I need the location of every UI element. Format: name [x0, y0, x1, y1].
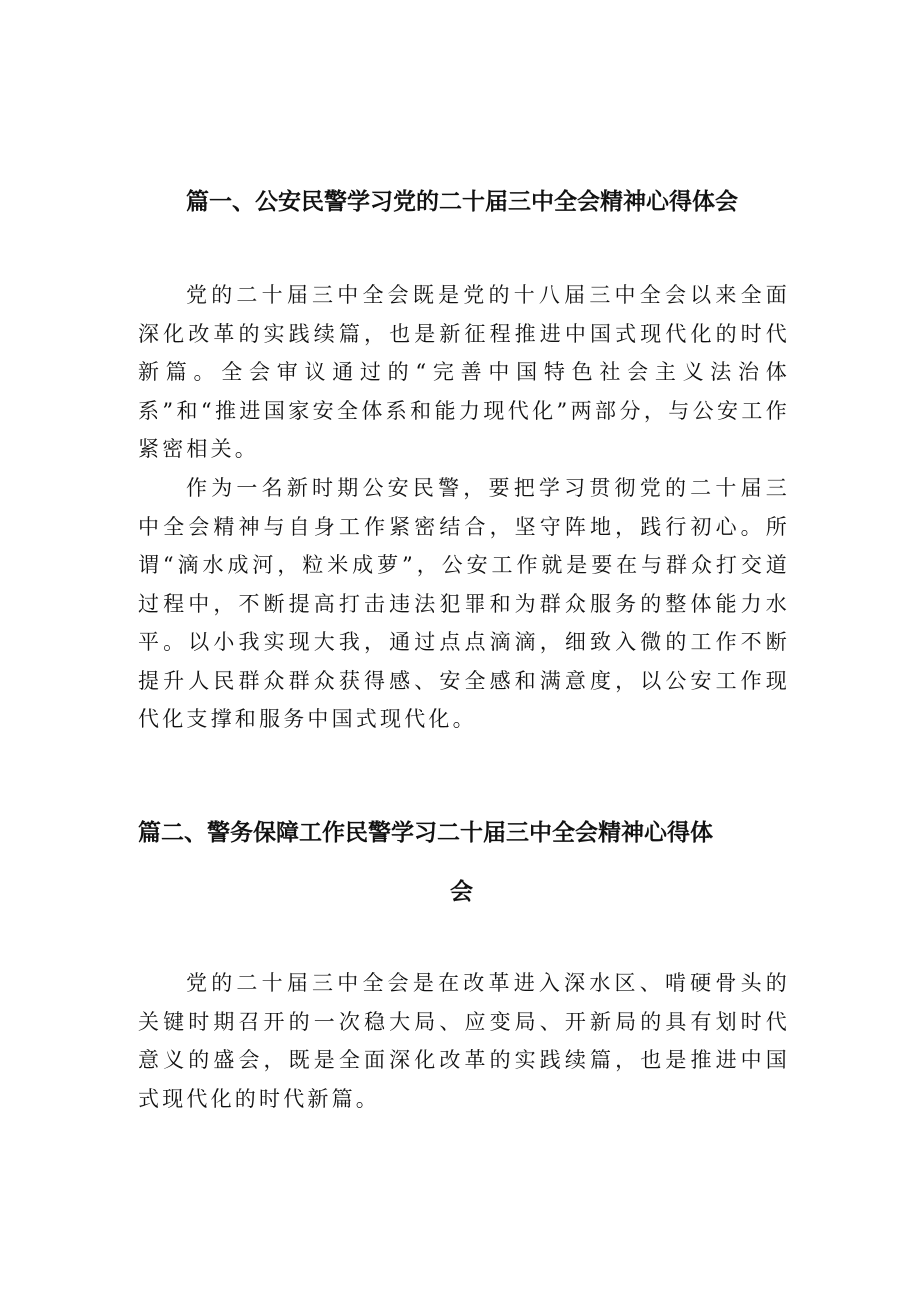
section-2-title-line-1: 篇二、警务保障工作民警学习二十届三中全会精神心得体	[138, 820, 713, 846]
section-2-paragraph-1: 党的二十届三中全会是在改革进入深水区、啃硬骨头的关键时期召开的一次稳大局、应变局、开新局的具有划时代意义的盛会，既是全面深化改革的实践续篇，也是推进中国式现代化的时代新篇。	[138, 971, 790, 1111]
section-2-title-line-2: 会	[450, 879, 473, 905]
section-1-paragraph-2: 作为一名新时期公安民警，要把学习贯彻党的二十届三中全会精神与自身工作紧密结合，坚守阵地，践行初心。所谓“滴水成河，粒米成萝”，公安工作就是要在与群众打交道过程中，不断提高打击违法犯罪和为群众服务的整体能力水平。以小我实现大我，通过点点滴滴，细致入微的工作不断提升人民群众群众获得感、安全感和满意度，以公安工作现代化支撑和服务中国式现代化。	[138, 476, 790, 731]
section-1-paragraph-1: 党的二十届三中全会既是党的十八届三中全会以来全面深化改革的实践续篇，也是新征程推进中国式现代化的时代新篇。全会审议通过的“完善中国特色社会主义法治体系”和“推进国家安全体系和能力现代化”两部分，与公安工作紧密相关。	[138, 283, 790, 461]
section-1-title: 篇一、公安民警学习党的二十届三中全会精神心得体会	[186, 189, 738, 215]
